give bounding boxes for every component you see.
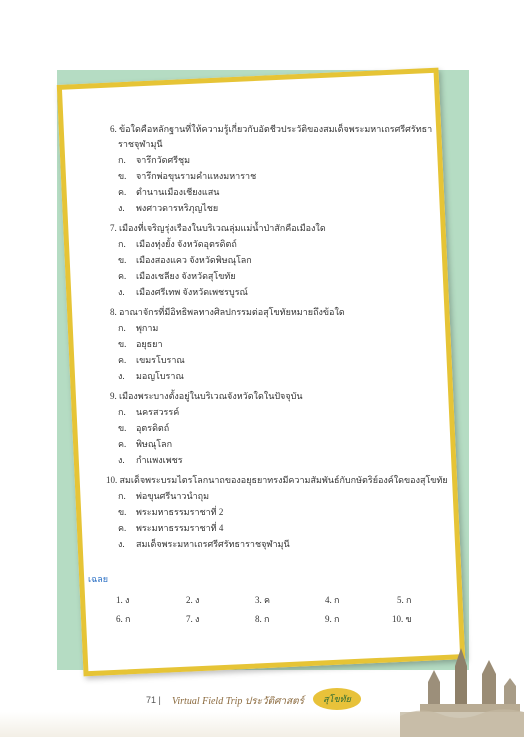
question-text: เมืองพระบางตั้งอยู่ในบริเวณจังหวัดใดในปัจจุบัน [119, 391, 303, 401]
question-number: 10. [106, 475, 118, 485]
question-number: 6. [110, 124, 117, 134]
question-text: สมเด็จพระบรมไตรโลกนาถของอยุธยาทรงมีความสัมพันธ์กับกษัตริย์องค์ใดของสุโขทัย [119, 475, 448, 485]
answer: 6. ก [116, 614, 131, 624]
answer: 7. ง [186, 614, 200, 624]
option: ง. กำแพงเพชร [118, 455, 183, 465]
option: ข. อุตรดิตถ์ [118, 423, 170, 433]
footer-title: Virtual Field Trip ประวัติศาสตร์ [172, 696, 305, 707]
option: ข. เมืองสองแคว จังหวัดพิษณุโลก [118, 255, 252, 265]
question-8 [110, 307, 345, 318]
option: ง. สมเด็จพระมหาเถรศรีศรัทธาราชจุฬามุนี [118, 539, 290, 549]
option: ง. มอญโบราณ [118, 371, 184, 381]
answer: 2. ง [186, 595, 200, 605]
option: ง. พงศาวดารหริภุญไชย [118, 203, 219, 213]
page-number: 71 | [146, 695, 161, 705]
option: ก. พ่อขุนศรีนาวนำถุม [118, 491, 210, 501]
answer: 3. ค [255, 595, 271, 605]
question-text: เมืองที่เจริญรุ่งเรืองในบริเวณลุ่มแม่น้ำป่าสักคือเมืองใด [119, 223, 326, 233]
option: ค. เขมรโบราณ [118, 355, 185, 365]
answer: 5. ก [397, 595, 412, 605]
question-6-continued: ราชจุฬามุนี [118, 139, 163, 149]
option: ข. อยุธยา [118, 339, 163, 349]
answer: 4. ก [325, 595, 340, 605]
temple-ruins-illustration [400, 634, 524, 737]
option: ข. พระมหาธรรมราชาที่ 2 [118, 507, 224, 517]
option: ก. เมืองทุ่งยั้ง จังหวัดอุตรดิตถ์ [118, 239, 237, 249]
question-text: ข้อใดคือหลักฐานที่ให้ความรู้เกี่ยวกับอัตชีวประวัติของสมเด็จพระมหาเถรศรีศรัทธา [119, 124, 433, 134]
answer: 1. ง [116, 595, 130, 605]
question-10 [106, 475, 448, 486]
question-number: 9. [110, 391, 117, 401]
option: ค. พระมหาธรรมราชาที่ 4 [118, 523, 224, 533]
answer: 8. ก [255, 614, 270, 624]
option: ก. จารึกวัดศรีชุม [118, 155, 191, 165]
answer: 9. ก [325, 614, 340, 624]
answer: 10. ข [392, 614, 412, 624]
option: ก. พุกาม [118, 323, 159, 333]
option: ค. เมืองเชลียง จังหวัดสุโขทัย [118, 271, 236, 281]
option: ข. จารึกพ่อขุนรามคำแหงมหาราช [118, 171, 257, 181]
question-number: 7. [110, 223, 117, 233]
sukhothai-logo: สุโขทัย [313, 688, 361, 710]
answers-title: เฉลย [88, 574, 108, 584]
option: ค. พิษณุโลก [118, 439, 173, 449]
option: ง. เมืองศรีเทพ จังหวัดเพชรบูรณ์ [118, 287, 248, 297]
option: ก. นครสวรรค์ [118, 407, 180, 417]
option: ค. ตำนานเมืองเชียงแสน [118, 187, 220, 197]
question-text: อาณาจักรที่มีอิทธิพลทางศิลปกรรมต่อสุโขทัยหมายถึงข้อใด [119, 307, 345, 317]
question-9 [110, 391, 302, 402]
question-7 [110, 223, 326, 234]
question-6 [110, 124, 432, 135]
question-number: 8. [110, 307, 117, 317]
